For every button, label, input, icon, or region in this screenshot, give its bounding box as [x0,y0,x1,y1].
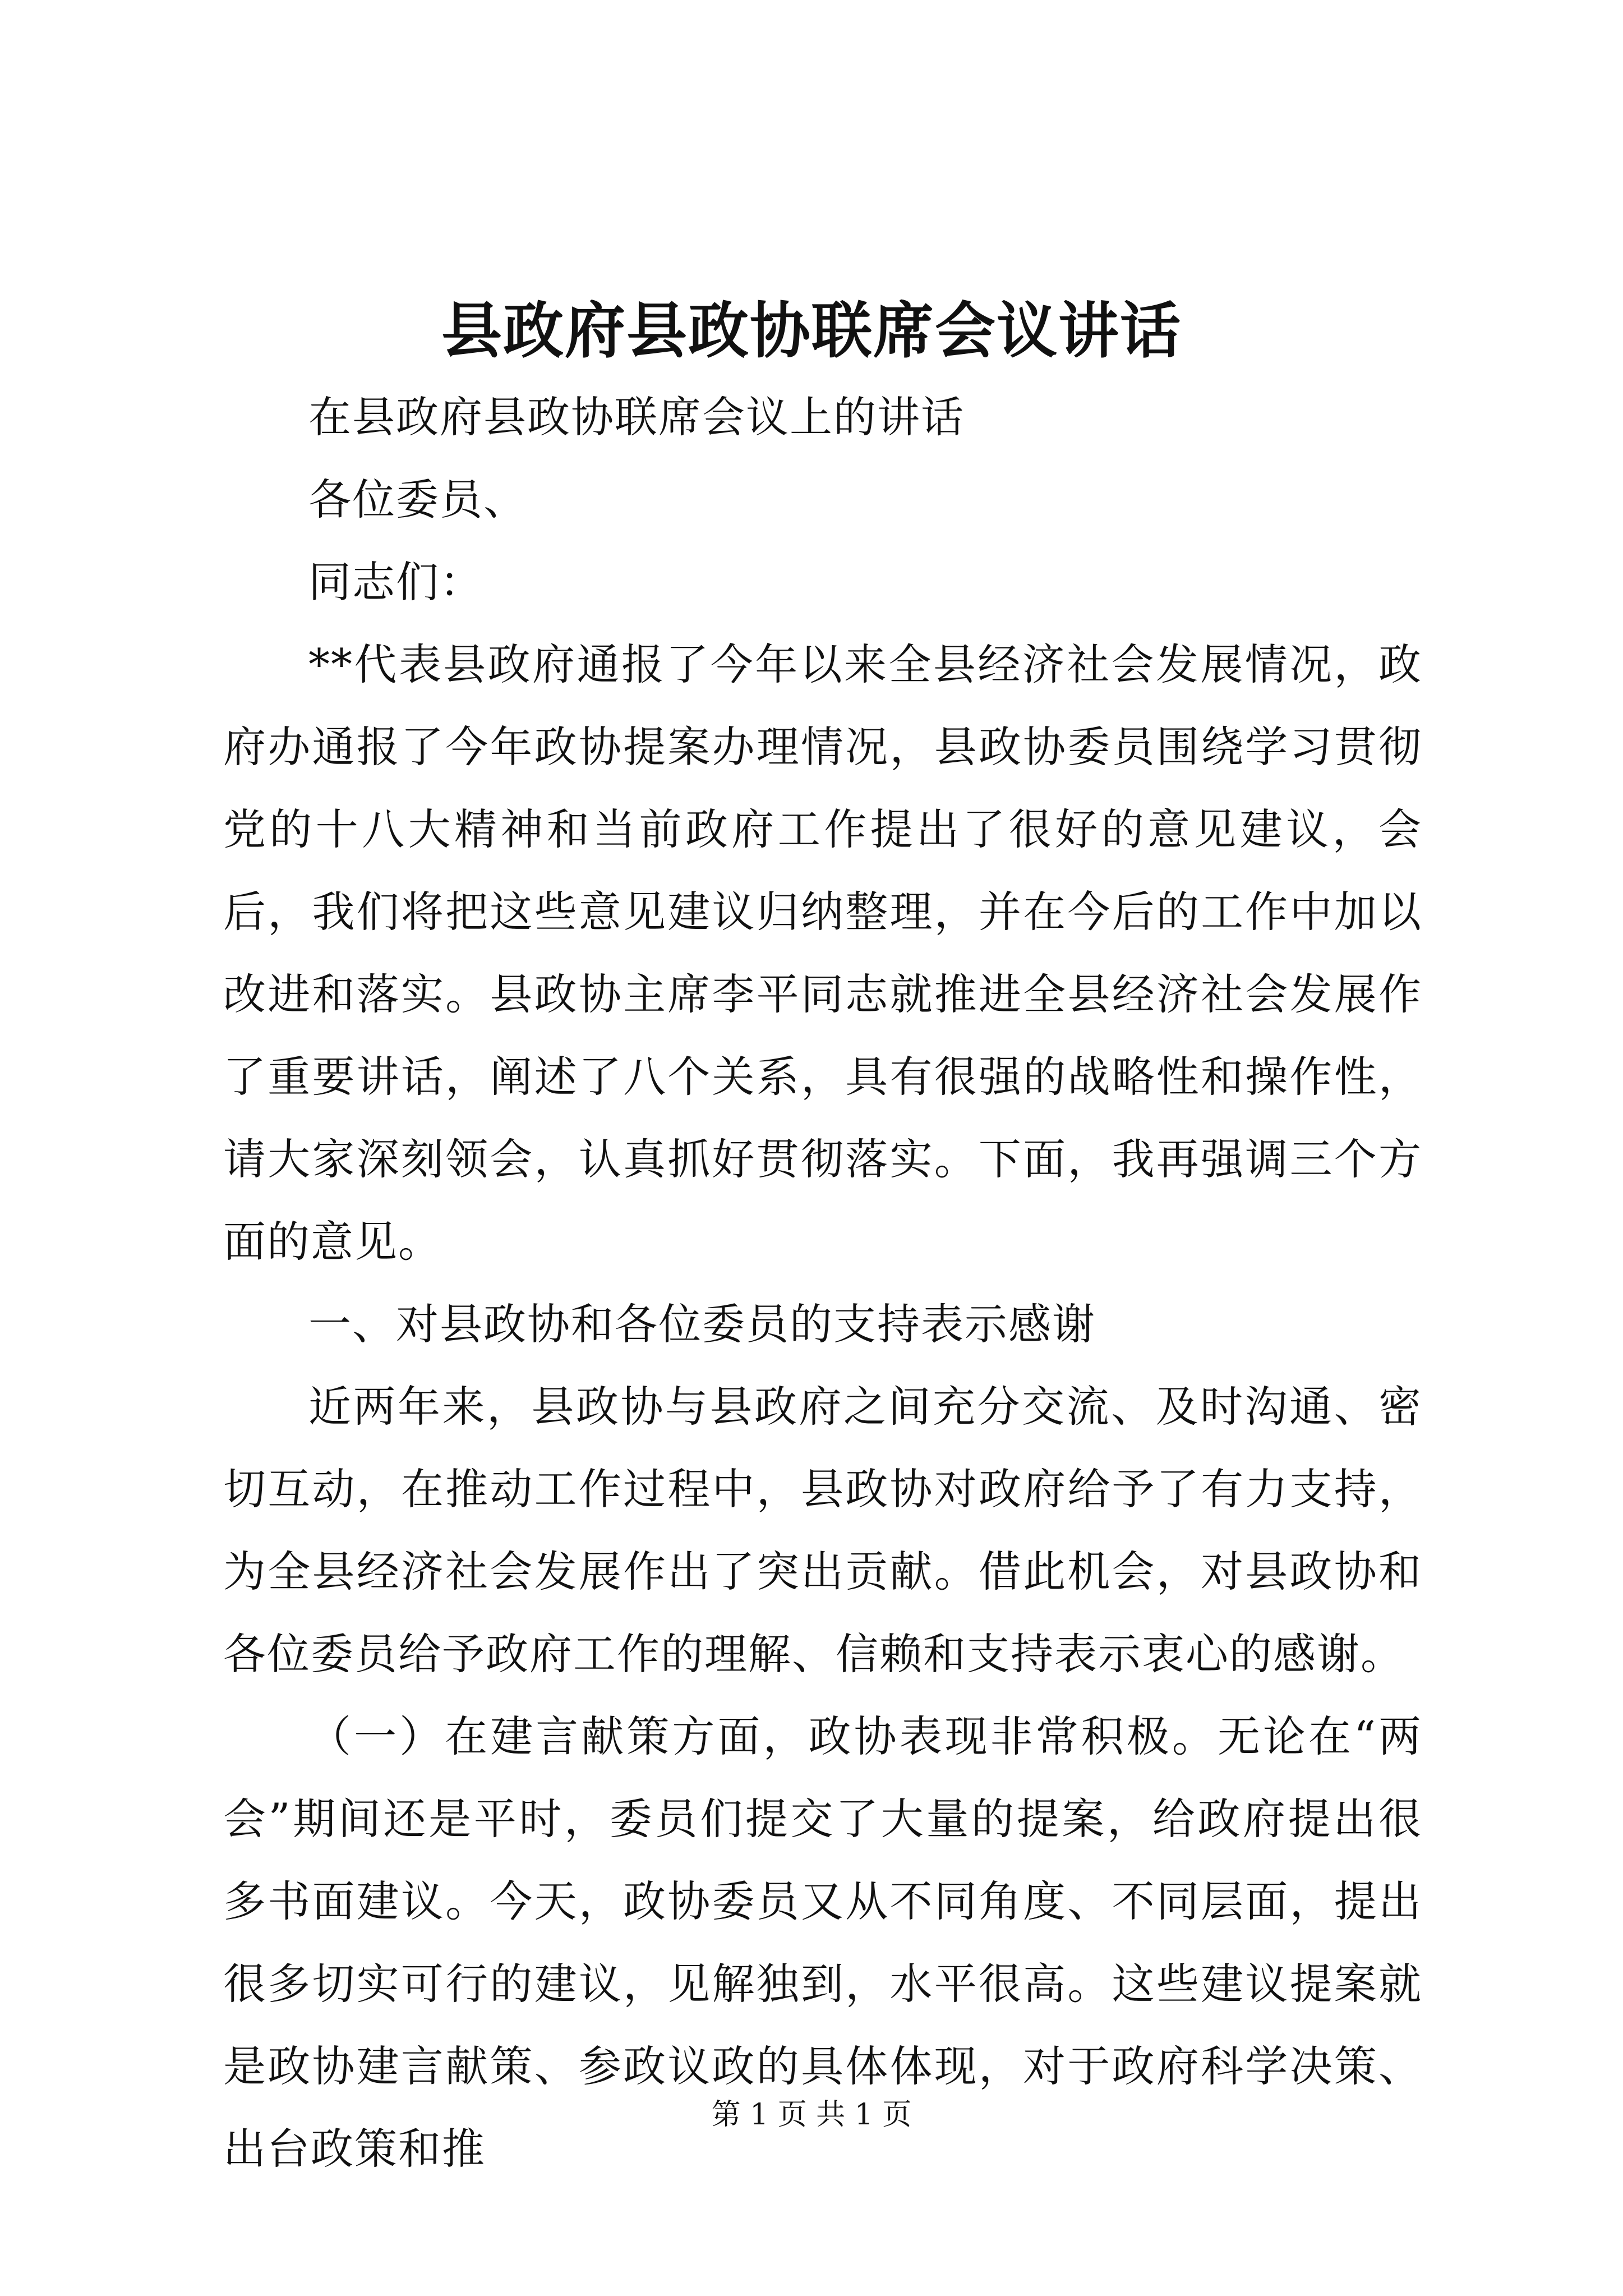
document-title: 县政府县政协联席会议讲话 [441,296,1182,366]
body-paragraph: **代表县政府通报了今年以来全县经济社会发展情况，政府办通报了今年政协提案办理情况，县政协委员围绕学习贯彻党的十八大精神和当前政府工作提出了很好的意见建议，会后，我们将把这些意见建议归纳整理，并在今后的工作中加以改进和落实。县政协主席李平同志就推进全县经济社会发展作了重要讲话，阐述了八个关系，具有很强的战略性和操作性，请大家深刻领会，认真抓好贯彻落实。下面，我再强调三个方面的意见。 [223,639,1422,1267]
salutation-line-2: 同志们： [308,557,483,607]
body-paragraph: （一）在建言献策方面，政协表现非常积极。无论在“两会”期间还是平时，委员们提交了大量的提案，给政府提出很多书面建议。今天，政协委员又从不同角度、不同层面，提出很多切实可行的建议，见解独到，水平很高。这些建议提案就是政协建言献策、参政议政的具体体现，对于政府科学决策、出台政策和推 [223,1711,1422,2174]
body-paragraph: 近两年来，县政协与县政府之间充分交流、及时沟通、密切互动，在推动工作过程中，县政协对政府给予了有力支持，为全县经济社会发展作出了突出贡献。借此机会，对县政协和各位委员给予政府工作的理解、信赖和支持表示衷心的感谢。 [223,1382,1422,1679]
salutation-line-1: 各位委员、 [308,475,527,524]
document-body [223,376,1422,2190]
section-heading: 一、对县政协和各位委员的支持表示感谢 [308,1299,1096,1349]
page-footer: 第 1 页 共 1 页 [711,2098,912,2132]
speech-subtitle: 在县政府县政协联席会议上的讲话 [308,392,965,442]
